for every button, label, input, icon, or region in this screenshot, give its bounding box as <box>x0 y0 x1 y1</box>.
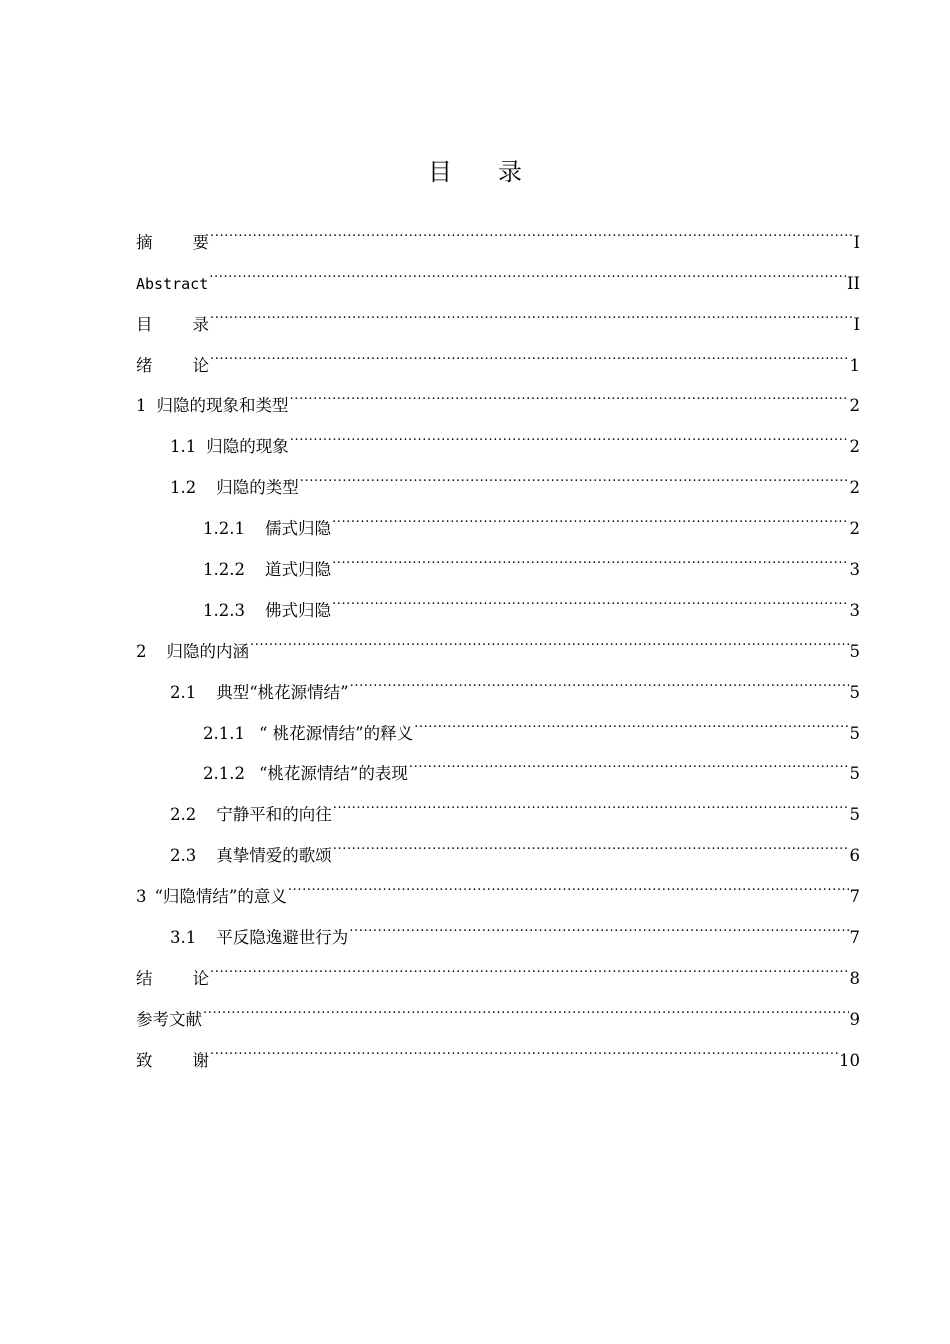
dot-leader <box>332 534 849 575</box>
dot-leader <box>350 657 849 698</box>
toc-entry-text: 致 谢 <box>136 1050 209 1070</box>
toc-entry-number: 2.2 <box>170 805 197 825</box>
toc-entry-acknowledgements[interactable] <box>136 1025 860 1070</box>
toc-page-number: 2 <box>849 478 860 498</box>
dot-leader <box>210 207 852 248</box>
dot-leader <box>210 330 849 371</box>
toc-page-number: 3 <box>849 560 860 580</box>
toc-page-number: 7 <box>849 887 860 907</box>
toc-entry-conclusion[interactable] <box>136 943 860 988</box>
dot-leader <box>209 248 846 289</box>
toc-entry-text: 摘 要 <box>136 232 209 252</box>
dot-leader <box>333 779 849 820</box>
toc-entry-references[interactable] <box>136 984 860 1029</box>
toc-page-number: 5 <box>849 764 860 784</box>
toc-entry-number: 2.1 <box>170 682 197 702</box>
dot-leader <box>332 575 849 616</box>
toc-entry-number: 3 <box>136 887 147 907</box>
toc-entry-text: 真挚情爱的歌颂 <box>216 846 332 866</box>
dot-leader <box>333 820 849 861</box>
toc-entry-number: 1.2.2 <box>203 560 245 580</box>
toc-page-number: 6 <box>849 846 860 866</box>
toc-page-number: 10 <box>839 1050 860 1070</box>
dot-leader <box>414 698 848 739</box>
toc-entry-number: 1.2.3 <box>203 600 245 620</box>
toc-entry-text: 绪 论 <box>136 355 209 375</box>
dot-leader <box>332 493 849 534</box>
toc-entry-text: Abstract <box>136 274 209 293</box>
toc-entry-number: 2 <box>136 641 147 661</box>
toc-entry-text: 宁静平和的向往 <box>216 805 332 825</box>
toc-entry-text: 儒式归隐 <box>264 519 331 539</box>
toc-page-number: 2 <box>849 519 860 539</box>
toc-page-number: 3 <box>849 600 860 620</box>
dot-leader <box>290 411 849 452</box>
toc-entry-abstract-cn[interactable] <box>136 207 860 252</box>
toc-page-number: I <box>853 232 860 252</box>
toc-entry-abstract-en[interactable] <box>136 248 860 293</box>
toc-entry-number: 1.2.1 <box>203 519 245 539</box>
dot-leader <box>349 902 848 943</box>
toc-entry-text: 归隐的现象和类型 <box>156 396 289 416</box>
toc-entry-number: 1 <box>136 396 147 416</box>
toc-page-number: 2 <box>849 437 860 457</box>
toc-page-number: I <box>853 314 860 334</box>
toc-entry-text: 归隐的内涵 <box>166 641 249 661</box>
toc-entry-number: 2.1.1 <box>203 723 245 743</box>
toc-page-number: 5 <box>849 682 860 702</box>
toc-entry-text: 佛式归隐 <box>264 600 331 620</box>
toc-entry-number: 2.1.2 <box>203 764 245 784</box>
toc-page-number: 2 <box>849 396 860 416</box>
toc-entry-text: 平反隐逸避世行为 <box>216 928 349 948</box>
page-title <box>0 152 950 187</box>
toc-entry-text: 目 录 <box>136 314 209 334</box>
toc-page-number: 5 <box>849 805 860 825</box>
toc-entry-number: 1.2 <box>170 478 197 498</box>
dot-leader <box>288 861 849 902</box>
title-char-1: 目 <box>428 158 452 186</box>
toc-page-number: 9 <box>849 1009 860 1029</box>
dot-leader <box>210 943 849 984</box>
toc-entry-text: 结 论 <box>136 968 209 988</box>
toc-entry-text: 归隐的现象 <box>206 437 289 457</box>
toc-page-number: II <box>846 273 860 293</box>
toc-entry-text: “ 桃花源情结”的释义 <box>258 723 414 743</box>
toc-entry-introduction[interactable] <box>136 330 860 375</box>
dot-leader <box>290 371 849 412</box>
toc-page-number: 8 <box>849 968 860 988</box>
toc-entry-text: 参考文献 <box>136 1009 202 1029</box>
title-char-2: 录 <box>498 158 522 186</box>
toc-entry-text: “桃花源情结”的表现 <box>258 764 408 784</box>
dot-leader <box>300 452 849 493</box>
toc-page-number: 1 <box>849 355 860 375</box>
toc-entry-number: 1.1 <box>170 437 197 457</box>
dot-leader <box>210 1025 838 1066</box>
toc-entry-number: 2.3 <box>170 846 197 866</box>
toc-page-number: 7 <box>849 928 860 948</box>
dot-leader <box>250 616 849 657</box>
dot-leader <box>210 289 852 330</box>
toc-list <box>136 207 860 1070</box>
toc-entry-number: 3.1 <box>170 928 197 948</box>
toc-entry-text: 典型“桃花源情结” <box>216 682 349 702</box>
toc-page-number: 5 <box>849 723 860 743</box>
dot-leader <box>203 984 849 1025</box>
toc-entry-chapter-1[interactable] <box>136 371 860 416</box>
toc-entry-contents[interactable] <box>136 289 860 334</box>
toc-entry-text: “归隐情结”的意义 <box>154 887 287 907</box>
toc-entry-text: 道式归隐 <box>264 560 331 580</box>
dot-leader <box>409 739 849 780</box>
toc-entry-text: 归隐的类型 <box>216 478 299 498</box>
toc-page-number: 5 <box>849 641 860 661</box>
